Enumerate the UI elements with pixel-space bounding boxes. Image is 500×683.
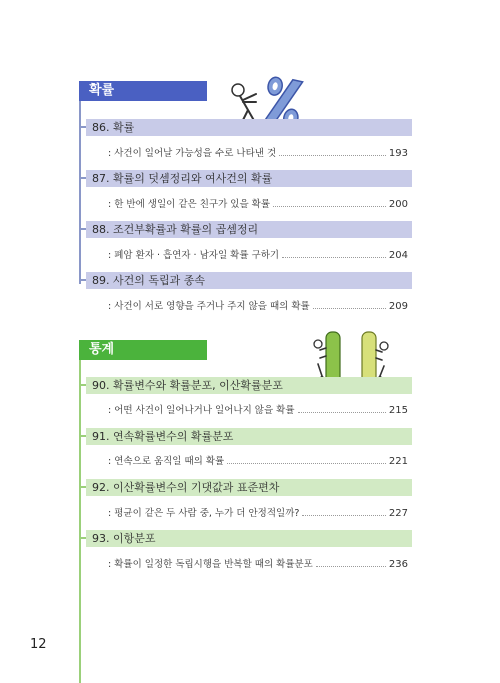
statistics-guide-line (79, 356, 81, 683)
connector (79, 221, 86, 230)
toc-entry[interactable] (108, 402, 408, 416)
toc-entry[interactable] (108, 453, 408, 467)
dot-leader (279, 155, 386, 156)
dot-leader (302, 515, 385, 516)
dot-leader (273, 206, 386, 207)
entry-text: : 사건이 일어날 가능성을 수로 나타낸 것 (108, 148, 277, 159)
chapter-heading: 87. 확률의 덧셈정리와 여사건의 확률 (86, 170, 412, 187)
entry-text: : 연속으로 움직일 때의 확률 (108, 456, 225, 467)
dot-leader (313, 308, 386, 309)
chapter-heading: 92. 이산확률변수의 기댓값과 표준편차 (86, 479, 412, 496)
chapter-heading: 93. 이항분포 (86, 530, 412, 547)
connector (79, 428, 86, 437)
chapter-heading: 86. 확률 (86, 119, 412, 136)
page-number: 193 (388, 148, 408, 159)
entry-text: : 평균이 같은 두 사람 중, 누가 더 안정적일까? (108, 508, 300, 519)
toc-entry[interactable] (108, 298, 408, 312)
connector (79, 119, 86, 128)
connector (79, 479, 86, 488)
page-number: 236 (388, 559, 408, 570)
connector (79, 530, 86, 539)
dot-leader (298, 412, 386, 413)
connector (79, 377, 86, 386)
connector (79, 170, 86, 179)
toc-entry[interactable] (108, 196, 408, 210)
section-header-statistics: 통계 (79, 340, 207, 360)
page-number-footer: 12 (30, 637, 47, 652)
page-number: 215 (388, 405, 408, 416)
dot-leader (227, 463, 386, 464)
dot-leader (316, 566, 386, 567)
page-number: 221 (388, 456, 408, 467)
toc-entry[interactable] (108, 505, 408, 519)
entry-text: : 어떤 사건이 일어나거나 일어나지 않을 확률 (108, 405, 295, 416)
toc-entry[interactable] (108, 145, 408, 159)
page-number: 200 (388, 199, 408, 210)
toc-entry[interactable] (108, 556, 408, 570)
entry-text: : 확률이 일정한 독립시행을 반복할 때의 확률분포 (108, 559, 313, 570)
chapter-heading: 91. 연속확률변수의 확률분포 (86, 428, 412, 445)
page-number: 209 (388, 301, 408, 312)
page-number: 227 (388, 508, 408, 519)
toc-entry[interactable] (108, 247, 408, 261)
chapter-heading: 90. 확률변수와 확률분포, 이산확률분포 (86, 377, 412, 394)
entry-text: : 폐암 환자 · 흡연자 · 남자일 확률 구하기 (108, 250, 280, 261)
entry-text: : 한 반에 생일이 같은 친구가 있을 확률 (108, 199, 270, 210)
dot-leader (282, 257, 386, 258)
chapter-heading: 89. 사건의 독립과 종속 (86, 272, 412, 289)
chapter-heading: 88. 조건부확률과 확률의 곱셈정리 (86, 221, 412, 238)
connector (79, 272, 86, 281)
entry-text: : 사건이 서로 영향을 주거나 주지 않을 때의 확률 (108, 301, 310, 312)
section-header-probability: 확률 (79, 81, 207, 101)
page-number: 204 (388, 250, 408, 261)
